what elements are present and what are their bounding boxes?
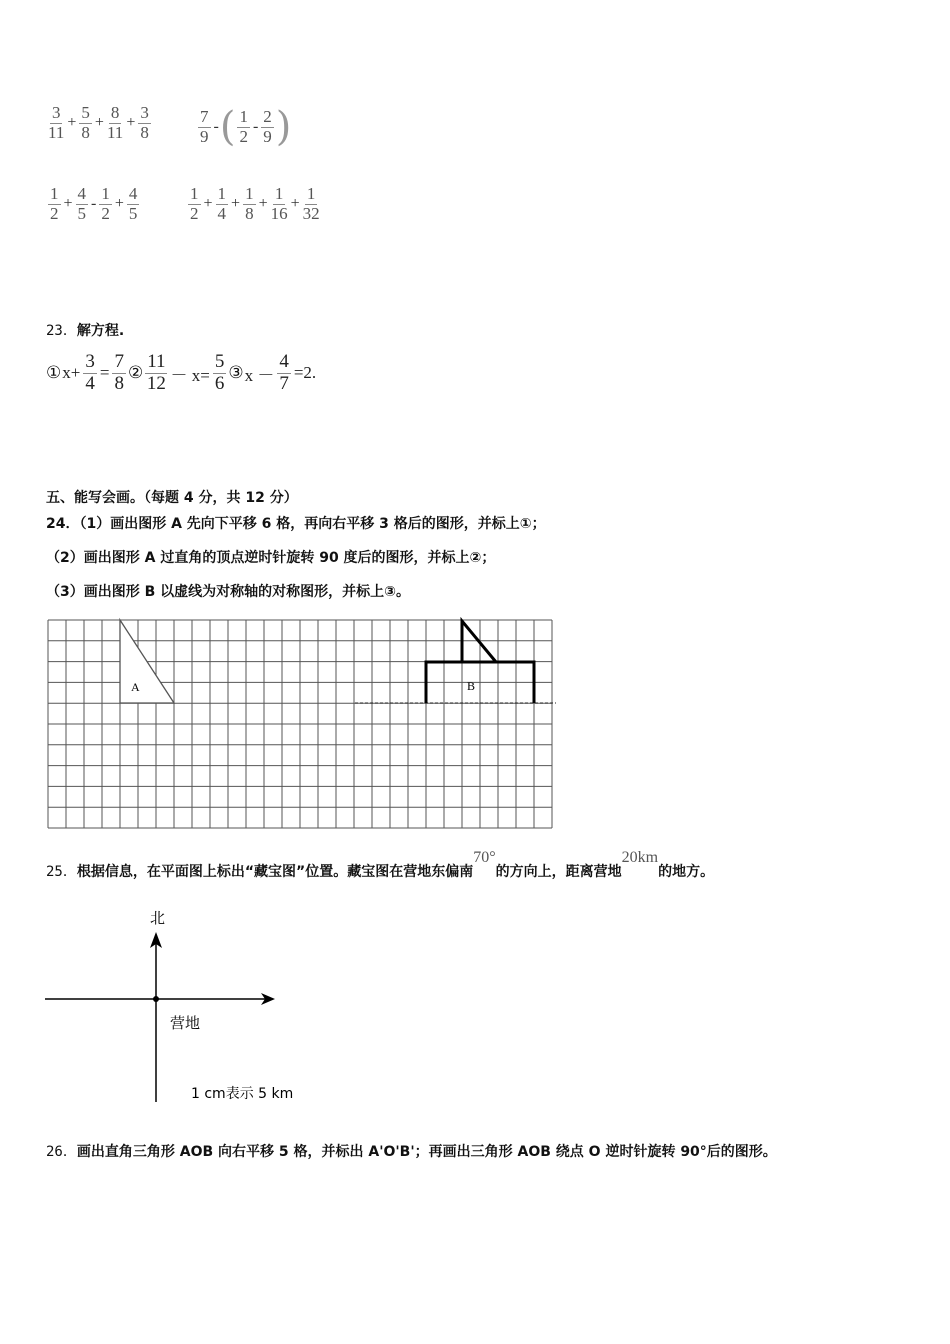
operator: + (258, 195, 268, 213)
fraction: $\frac{3}{11}$ (48, 103, 65, 142)
fraction: $\frac{1}{8}$ (245, 184, 254, 223)
operator: + (94, 114, 104, 132)
fraction: $\frac{1}{2}$ (239, 106, 248, 146)
operator: + (63, 195, 73, 213)
fraction: $\frac{8}{11}$ (106, 103, 124, 142)
label-a: A (131, 680, 140, 694)
fraction: $\frac{1}{16}$ (270, 184, 288, 223)
operator: + (290, 195, 300, 213)
paren-left: ( (219, 104, 236, 150)
equations: ① x+ $\frac{3}{4}$ = $\frac{7}{8}$ ② $\frac{11}{12}$ － x= $\frac{5}{6}$ ③ x － $\frac{4}{7}$ =2. (46, 351, 317, 394)
fraction: $\frac{4}{7}$ (279, 351, 289, 394)
fraction: $\frac{4}{5}$ (128, 184, 138, 223)
question-24-line2: （2）画出图形 A 过直角的顶点逆时针旋转 90 度后的图形，并标上②； (46, 550, 496, 566)
fraction: $\frac{1}{32}$ (302, 184, 320, 223)
fraction: $\frac{1}{4}$ (217, 184, 227, 223)
operator: + (114, 195, 124, 213)
operator: - (213, 118, 219, 135)
question-25: 25．根据信息，在平面图上标出“藏宝图”位置。藏宝图在营地东偏南70°的方向上，距离营地20km的地方。 (46, 849, 715, 880)
fraction: $\frac{7}{9}$ (200, 106, 209, 146)
question-24-line3: （3）画出图形 B 以虚线为对称轴的对称图形，并标上③。 (46, 584, 411, 600)
scale-label: 1 cm表示 5 km (191, 1086, 294, 1102)
operator: + (231, 195, 241, 213)
label-b: B (467, 679, 476, 693)
fraction: $\frac{1}{2}$ (190, 184, 199, 223)
question-24-line1: 24．（1）画出图形 A 先向下平移 6 格，再向右平移 3 格后的图形，并标上①； (46, 516, 546, 532)
camp-label: 营地 (170, 1014, 201, 1032)
operator: - (91, 195, 97, 213)
fraction: $\frac{2}{9}$ (263, 106, 272, 146)
shape-b-flag (462, 621, 496, 662)
question-23-title: 23．解方程. (46, 323, 125, 339)
fraction: $\frac{5}{6}$ (214, 351, 225, 394)
fraction: $\frac{3}{8}$ (140, 103, 149, 142)
fraction: $\frac{1}{2}$ (101, 184, 110, 223)
fraction: $\frac{7}{8}$ (114, 351, 124, 394)
fraction: $\frac{11}{12}$ (146, 351, 166, 394)
fraction: $\frac{1}{2}$ (50, 184, 59, 223)
fraction: $\frac{5}{8}$ (81, 103, 90, 142)
section-5-heading: 五、能写会画。（每题 4 分，共 12 分） (46, 490, 298, 506)
fraction: $\frac{3}{4}$ (85, 351, 95, 394)
question-26: 26．画出直角三角形 AOB 向右平移 5 格，并标出 A'O'B'；再画出三角形 AOB 绕点 O 逆时针旋转 90°后的图形。 (46, 1144, 777, 1160)
operator: - (252, 118, 259, 135)
north-label: 北 (150, 909, 166, 927)
paren-right: ) (275, 104, 292, 150)
operator: + (126, 114, 136, 132)
camp-point (153, 996, 159, 1002)
operator: + (67, 114, 77, 132)
operator: + (203, 195, 213, 213)
fraction: $\frac{4}{5}$ (77, 184, 87, 223)
